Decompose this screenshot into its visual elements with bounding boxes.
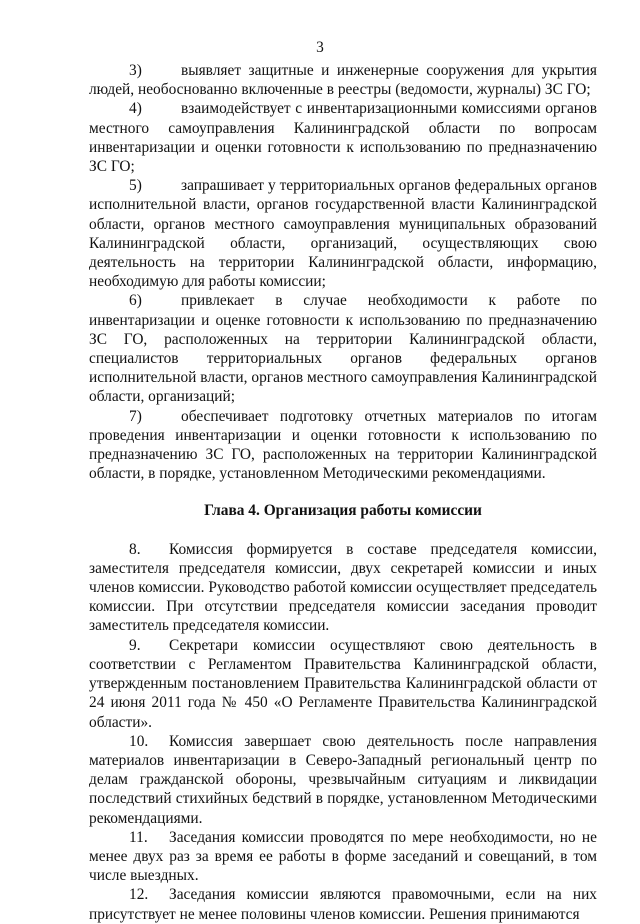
- list-item: [89, 291, 597, 406]
- item-number: 7): [129, 407, 142, 425]
- clause-text: Комиссия формируется в составе председателя комиссии, заместителя председателя комиссии, двух секретарей комиссии и иных членов комиссии. Руководство работой комиссии осуществляет председатель комиссии. При отсутствии председателя комиссии заседания проводит заместитель председателя комиссии.: [89, 540, 597, 635]
- clause-number: 10.: [129, 732, 149, 750]
- list-item: [89, 61, 597, 99]
- chapter-heading: Глава 4. Организация работы комиссии: [204, 502, 482, 520]
- item-text: взаимодействует с инвентаризационными комиссиями органов местного самоуправления Калининградской области по вопросам инвентаризации и оценки готовности к использованию по предназначению ЗС ГО;: [89, 100, 597, 176]
- item-text: привлекает в случае необходимости к работе по инвентаризации и оценке готовности к использованию по предназначению ЗС ГО, расположенных на территории Калининградской области, специалистов территориальных органов федеральных органов исполнительной власти, органов местного самоуправления Калининградской области, организаций;: [89, 292, 597, 406]
- page-number: 3: [316, 39, 324, 56]
- item-number: 3): [129, 62, 142, 79]
- item-number: 4): [129, 100, 142, 118]
- clause-number: 11.: [129, 828, 148, 846]
- clause: [89, 636, 597, 732]
- clause-text: Заседания комиссии проводятся по мере необходимости, но не менее двух раз за время ее работы в форме заседаний и совещаний, в том числе выездных.: [89, 828, 597, 885]
- list-item: [89, 99, 597, 176]
- clause: [89, 540, 597, 636]
- clauses-list: [89, 540, 597, 924]
- clause-number: 12.: [129, 886, 149, 904]
- clause: [89, 732, 597, 828]
- powers-list: [89, 61, 597, 483]
- clause-text: Комиссия завершает свою деятельность после направления материалов инвентаризации в Северо-Западный региональный центр по делам гражданской обороны, чрезвычайным ситуациям и ликвидации последствий стихийных бедствий в порядке, установленном Методическими рекомендациями.: [89, 732, 597, 827]
- clause-number: 9.: [129, 636, 141, 654]
- clause-text: Заседания комиссии являются правомочными, если на них присутствует не менее половины членов комиссии. Решения принимаются: [89, 886, 597, 923]
- list-item: [89, 407, 597, 484]
- item-text: обеспечивает подготовку отчетных материалов по итогам проведения инвентаризации и оценки готовности к использованию по предназначению ЗС ГО, расположенных на территории Калининградской области, в порядке, установленном Методическими рекомендациями.: [89, 407, 597, 483]
- clause: [89, 828, 597, 886]
- item-text: запрашивает у территориальных органов федеральных органов исполнительной власти, органов государственной власти Калининградской области, органов местного самоуправления муниципальных образований Калининградской области, организаций, осуществляющих свою деятельность на территории Калининградской области, информацию, необходимую для работы комиссии;: [89, 177, 597, 291]
- clause-number: 8.: [129, 540, 141, 558]
- document-body: [89, 61, 597, 924]
- item-number: 6): [129, 292, 142, 310]
- item-text: выявляет защитные и инженерные сооружения для укрытия людей, необоснованно включенные в реестры (ведомости, журналы) ЗС ГО;: [89, 62, 597, 99]
- list-item: [89, 176, 597, 291]
- item-number: 5): [129, 177, 142, 195]
- clause-text: Секретари комиссии осуществляют свою деятельность в соответствии с Регламентом Правительства Калининградской области, утвержденным постановлением Правительства Калининградской области от 24 июня 2011 года № 450 «О Регламенте Правительства Калининградской области».: [89, 636, 597, 731]
